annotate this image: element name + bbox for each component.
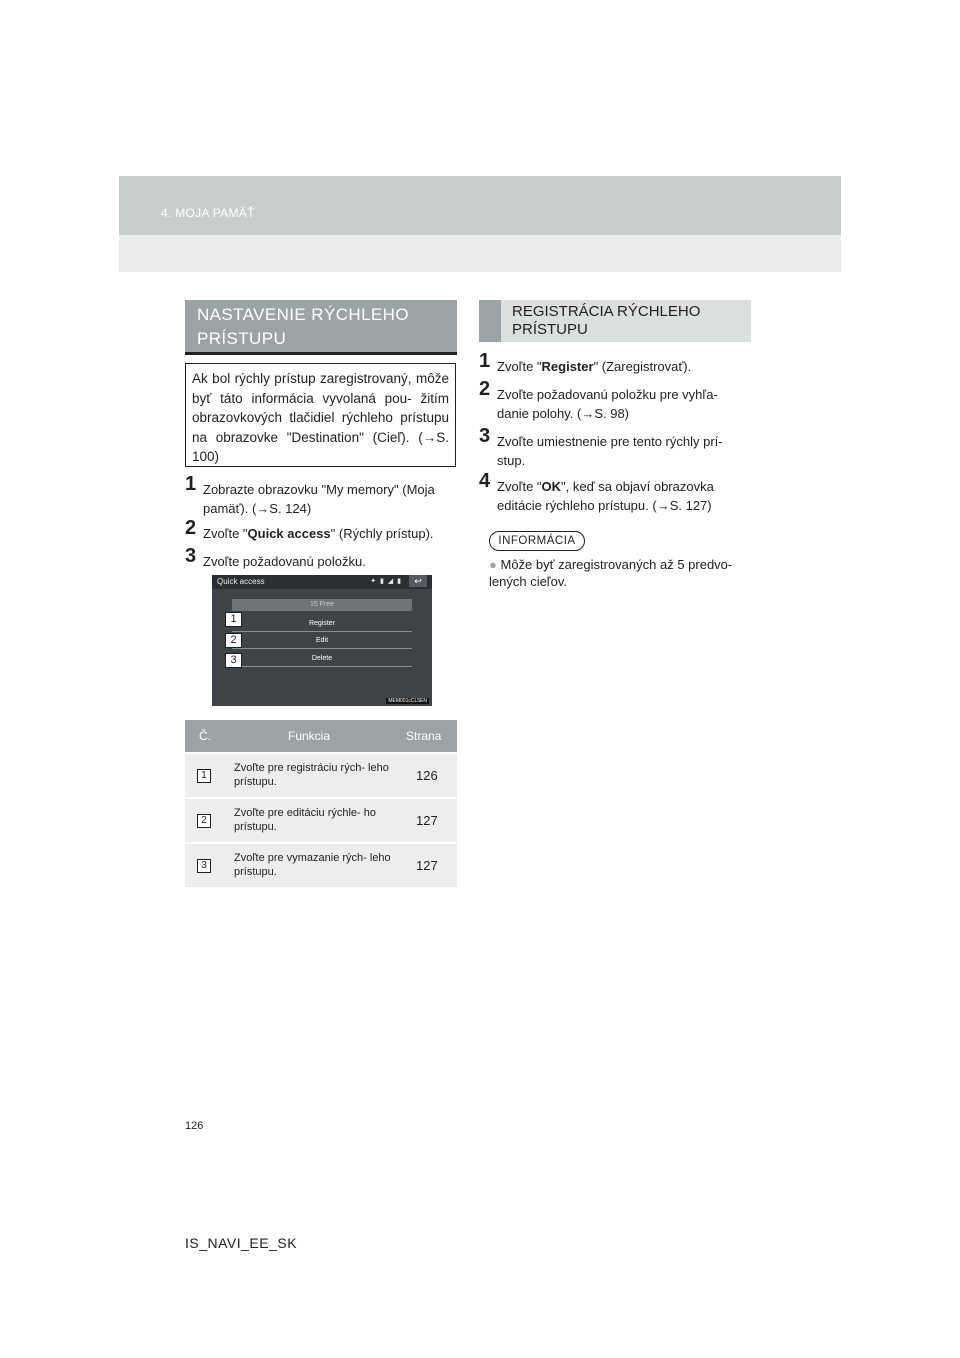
row-page: 126	[416, 768, 438, 783]
right-section-title	[479, 300, 751, 342]
section-label: 4. MOJA PAMÄŤ	[161, 206, 255, 220]
row-number: 2	[197, 814, 211, 828]
right-step-4	[479, 470, 751, 515]
callout-1: 1	[225, 612, 242, 627]
screen-free-count: 15 Free	[232, 599, 412, 611]
step-number: 1	[479, 350, 491, 372]
right-step-1	[479, 350, 751, 376]
info-box	[185, 363, 456, 467]
step-text: Zvoľte "	[497, 479, 542, 494]
table-header	[185, 720, 457, 752]
row-page: 127	[416, 813, 438, 828]
row-page: 127	[416, 858, 438, 873]
col-header-page: Strana	[406, 729, 442, 743]
step-text-end: ", keď sa objaví obrazovka editácie rýchleho prístupu. (→S. 127)	[497, 479, 714, 513]
information-label: INFORMÁCIA	[489, 531, 585, 551]
callout-3: 3	[225, 653, 242, 668]
bullet-icon: ●	[489, 557, 497, 572]
callout-2: 2	[225, 633, 242, 648]
left-section-title	[185, 300, 457, 355]
step-number: 2	[479, 378, 491, 400]
left-step-3	[185, 545, 457, 571]
right-title-text: REGISTRÁCIA RÝCHLEHO PRÍSTUPU	[512, 303, 701, 338]
info-bullet	[489, 556, 751, 590]
row-number: 3	[197, 859, 211, 873]
step-text: Zobrazte obrazovku "My memory" (Moja pamäť). (→S. 124)	[203, 482, 435, 516]
step-text: Zvoľte požadovanú položku pre vyhľa- danie polohy. (→S. 98)	[497, 387, 718, 421]
step-bold-text: OK	[541, 479, 562, 494]
table-row	[185, 799, 457, 842]
step-text: Zvoľte "	[497, 359, 542, 374]
left-step-2	[185, 517, 457, 543]
back-icon: ↩	[409, 575, 427, 587]
row-function: Zvoľte pre editáciu rýchle- ho prístupu.	[234, 807, 376, 833]
step-text-end: " (Rýchly prístup).	[330, 526, 434, 541]
image-code: MEM001cCL5EN	[388, 698, 427, 704]
step-number: 3	[185, 545, 197, 567]
screen-edit-button: Edit	[232, 634, 412, 649]
step-bold-text: Register	[541, 359, 594, 374]
col-header-function: Funkcia	[288, 729, 331, 743]
bullet-text: Môže byť zaregistrovaných až 5 predvo- lených cieľov.	[489, 557, 733, 589]
left-title-text: NASTAVENIE RÝCHLEHO PRÍSTUPU	[197, 305, 409, 348]
right-step-2	[479, 378, 751, 423]
step-number: 4	[479, 470, 491, 492]
row-function: Zvoľte pre vymazanie rých- leho prístupu.	[234, 852, 391, 878]
row-number: 1	[197, 769, 211, 783]
screen-topbar	[212, 575, 432, 589]
screen-title: Quick access	[217, 577, 265, 586]
function-table	[185, 720, 457, 887]
table-row	[185, 754, 457, 797]
step-text: Zvoľte "	[203, 526, 248, 541]
document-code: IS_NAVI_EE_SK	[185, 1235, 298, 1251]
step-number: 3	[479, 425, 491, 447]
step-number: 2	[185, 517, 197, 539]
header-subband	[119, 235, 841, 272]
device-screenshot	[212, 575, 432, 706]
right-step-3	[479, 425, 751, 470]
page-number: 126	[185, 1120, 204, 1132]
step-bold-text: Quick access	[247, 526, 331, 541]
screen-delete-button: Delete	[232, 652, 412, 667]
step-text: Zvoľte umiestnenie pre tento rýchly prí- stup.	[497, 434, 723, 468]
left-step-1	[185, 473, 457, 518]
info-text: Ak bol rýchly prístup zaregistrovaný, môže byť táto informácia vyvolaná pou- žitím obrazovkových tlačidiel rýchleho prístupu na obrazovke "Destination" (Cieľ). (→S. 100)	[192, 371, 449, 464]
step-number: 1	[185, 473, 197, 495]
step-text: Zvoľte požadovanú položku.	[203, 554, 366, 569]
title-accent-bar	[479, 300, 501, 342]
col-header-num: Č.	[199, 729, 211, 743]
table-row	[185, 844, 457, 887]
status-icons: ✦ ▮ ◢ ▮	[370, 578, 402, 585]
screen-register-button: Register	[232, 617, 412, 632]
row-function: Zvoľte pre registráciu rých- leho prístupu.	[234, 762, 389, 788]
step-text-end: " (Zaregistrovať).	[593, 359, 692, 374]
